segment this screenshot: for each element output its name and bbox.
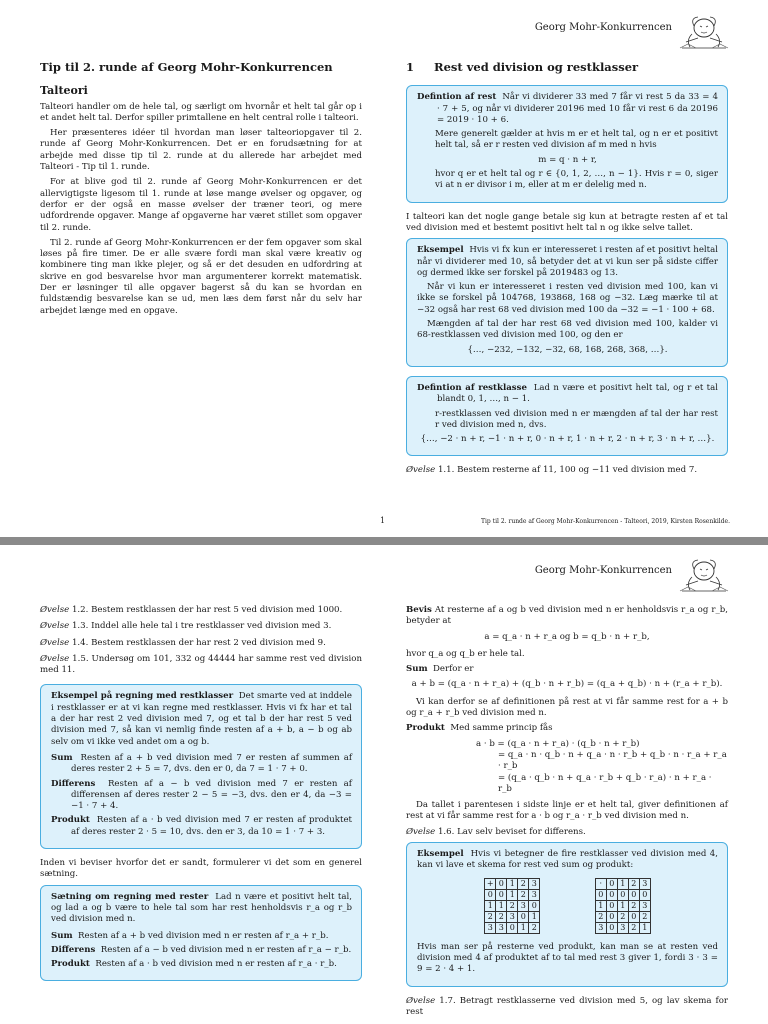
multiplication-table-cell: 3	[639, 900, 650, 911]
addition-table-cell: 3	[518, 900, 529, 911]
document-page-2	[0, 545, 768, 1024]
proof-produkt-formula-1: a · b = (q_a · n + r_a) · (q_b · n + r_b)	[476, 738, 640, 749]
multiplication-table-cell: 1	[639, 922, 650, 933]
proof-sum-label: Sum	[406, 664, 428, 675]
theorem-produkt-label: Produkt	[51, 959, 90, 970]
example-formula: {…, −232, −132, −32, 68, 168, 268, 368, …}.	[467, 344, 668, 355]
section-number: 1	[406, 60, 415, 74]
multiplication-table-cell: 0	[606, 889, 617, 900]
exercise-1-2	[40, 605, 362, 616]
definition-restklasse-title: Defintion af restklasse	[417, 382, 527, 393]
sum-label: Sum	[51, 752, 73, 763]
multiplication-table-row	[595, 878, 650, 889]
page-header-title: Georg Mohr-Konkurrencen	[534, 565, 672, 576]
example-text-1: Hvis vi fx kun er interesseret i resten af et positivt heltal når vi dividerer med 10, så betyder det at vi kun ser på sidste ciffer og dermed ikke ser forskel på 2019483 og 13.	[417, 245, 718, 278]
proof-produkt-label: Produkt	[406, 723, 445, 734]
page1-left-column	[40, 62, 362, 321]
theorem-differens-text: Resten af a − b ved division med n er resten af r_a − r_b.	[100, 944, 352, 955]
addition-table-cell: 1	[496, 900, 507, 911]
multiplication-table-cell: 0	[617, 889, 628, 900]
intro-paragraph-2: Her præsenteres idéer til hvordan man løser talteoriopgaver til 2. runde af Georg Mohr-Konkurrencen. Det er en forudsætning for at arbejde med disse tip til 2. runde at du allerede har arbejdet med Talteori - Tip til 1. runde.	[40, 128, 362, 173]
addition-table-cell: 2	[518, 878, 529, 889]
bevis-label: Bevis	[406, 605, 432, 615]
exercise-text: 1.3. Inddel alle hele tal i tre restklasser ved division med 3.	[71, 621, 332, 632]
multiplication-table-row	[595, 900, 650, 911]
addition-table-cell: 2	[529, 922, 540, 933]
intro-paragraph-1: Talteori handler om de hele tal, og særligt om hvornår et helt tal går op i et andet helt tal. Derfor spiller primtallene en helt central rolle i talteori.	[40, 101, 362, 123]
multiplication-table-row	[595, 911, 650, 922]
definition-text-2: Mere generelt gælder at hvis m er et helt tal, og n er et positivt helt tal, så er r resten ved division af m med n hvis	[435, 129, 718, 151]
example-tables-title: Eksempel	[417, 849, 464, 860]
addition-table-row	[485, 900, 540, 911]
addition-table-cell: 2	[485, 911, 496, 922]
theorem-produkt-text: Resten af a · b ved division med n er resten af r_a · r_b.	[95, 959, 337, 970]
proof-produkt-formula-2: = q_a · n · q_b · n + q_a · n · r_b + q_b · n · r_a + r_a · r_b	[498, 749, 727, 772]
definition-formula: m = q · n + r,	[538, 154, 597, 165]
multiplication-table-cell: 0	[595, 889, 606, 900]
exercise-text: 1.6. Lav selv beviset for differens.	[437, 826, 586, 837]
addition-table-cell: 3	[485, 922, 496, 933]
proof-produkt-formula-3: = (q_a · q_b · n + q_a · r_b + q_b · r_a) · n + r_a · r_b	[498, 772, 712, 794]
addition-table-cell: 2	[518, 889, 529, 900]
multiplication-table-cell: 2	[628, 900, 639, 911]
exercise-label: Øvelse	[40, 605, 70, 615]
definition-restklasse-text-1: Lad n være et positivt helt tal, og r et tal blandt 0, 1, …, n − 1.	[437, 382, 718, 405]
addition-table-row	[485, 889, 540, 900]
theorem-sum-text: Resten af a + b ved division med n er resten af r_a + r_b.	[78, 930, 329, 941]
definition-restklasse-box	[406, 376, 728, 456]
example-regning-box	[40, 684, 362, 849]
addition-table-cell: 3	[496, 922, 507, 933]
section-heading	[406, 62, 728, 73]
addition-rest-table	[484, 878, 540, 934]
multiplication-table-cell: 0	[606, 922, 617, 933]
addition-table-cell: 3	[507, 911, 518, 922]
bevis-formula: a = q_a · n + r_a og b = q_b · n + r_b,	[484, 631, 650, 642]
multiplication-table-row	[595, 922, 650, 933]
exercise-label: Øvelse	[40, 621, 70, 632]
definition-text-3: hvor q er et helt tal og r ∈ {0, 1, 2, …, n − 1}. Hvis r = 0, siger vi at n er divisor i m, eller at m er delelig med n.	[435, 169, 718, 191]
exercise-label: Øvelse	[406, 826, 436, 837]
example-regning-intro: Det smarte ved at inddele i restklasser er at vi kan regne med restklasser. Hvis vi fx har et tal a der har rest 2 ved division med 7, og et tal b der har rest 5 ved division med 7, så kan vi nemlig finde resten af a + b, a − b og ab selv om vi ikke ved andet om a og b.	[51, 691, 353, 747]
produkt-text: Resten af a · b ved division med 7 er resten af produktet af deres rester 2 · 5 = 10, dvs. den er 3, da 10 = 1 · 7 + 3.	[71, 815, 352, 837]
example-tables-after: Hvis man ser på resterne ved produkt, kan man se at resten ved division med 4 af produktet af to tal med rest 3 giver 1, fordi 3 · 3 = 9 = 2 · 4 + 1.	[417, 941, 718, 975]
example-regning-title: Eksempel på regning med restklasser	[51, 691, 234, 702]
exercise-1-7	[406, 996, 728, 1019]
example-box-1	[406, 238, 728, 367]
thinker-logo-icon	[678, 14, 730, 50]
theorem-differens-label: Differens	[51, 944, 96, 955]
addition-table-cell: 0	[507, 922, 518, 933]
multiplication-table-cell: 3	[639, 878, 650, 889]
intro-paragraph-3: For at blive god til 2. runde af Georg Mohr-Konkurrencen er det allervigtigste ligesom til 1. runde at løse mange øvelser og opgaver, og derfor er der også en masse øvelser der træner teori, og mere udfordrende opgaver. Mange af opgaverne har været stillet som opgaver til 2. runde.	[40, 177, 362, 233]
exercise-text: 1.7. Betragt restklasserne ved division med 5, og lav skema for rest	[406, 995, 729, 1017]
multiplication-table-cell: 0	[639, 889, 650, 900]
multiplication-table-cell: 0	[606, 900, 617, 911]
multiplication-table-cell: 0	[606, 878, 617, 889]
exercise-text: 1.1. Bestem resterne af 11, 100 og −11 ved division med 7.	[437, 465, 698, 476]
proof-sum-text: Derfor er	[433, 664, 474, 675]
multiplication-table-cell: 2	[628, 922, 639, 933]
addition-table-cell: 0	[485, 889, 496, 900]
addition-table-row	[485, 911, 540, 922]
page-header-title: Georg Mohr-Konkurrencen	[534, 22, 672, 33]
multiplication-table-cell: 2	[628, 878, 639, 889]
definition-text-1: Når vi dividerer 33 med 7 får vi rest 5 da 33 = 4 · 7 + 5, og når vi dividerer 20196 med 10 får vi rest 6 da 20196 = 2019 · 10 + 6.	[437, 92, 718, 125]
proof-produkt-formulas	[476, 739, 728, 795]
main-heading: Tip til 2. runde af Georg Mohr-Konkurrencen	[40, 60, 333, 74]
page-number: 1	[380, 516, 386, 525]
definition-restklasse-text-2: r-restklassen ved division med n er mængden af tal der har rest r ved division med n, dvs.	[435, 408, 718, 430]
multiplication-table-cell: 1	[617, 878, 628, 889]
rest-tables	[457, 878, 678, 934]
definition-restklasse-formula: {…, −2 · n + r, −1 · n + r, 0 · n + r, 1 · n + r, 2 · n + r, 3 · n + r, …}.	[420, 434, 715, 445]
addition-table-cell: 1	[507, 889, 518, 900]
paragraph-rest-intro: I talteori kan det nogle gange betale sig kun at betragte resten af et tal ved division med et bestemt positivt helt tal n og ikke selve tallet.	[406, 211, 728, 233]
sum-text: Resten af a + b ved division med 7 er resten af summen af deres rester 2 + 5 = 7, dvs. den er 0, da 7 = 1 · 7 + 0.	[71, 752, 352, 775]
multiplication-table-cell: 2	[595, 911, 606, 922]
addition-table-cell: 1	[529, 911, 540, 922]
page2-right-column	[406, 605, 728, 1022]
addition-table-row	[485, 878, 540, 889]
exercise-1-6	[406, 827, 728, 838]
addition-table-cell: 3	[529, 878, 540, 889]
proof-sum-after: Vi kan derfor se af definitionen på rest at vi får samme rest for a + b og r_a + r_b ved division med n.	[406, 696, 728, 719]
proof-produkt-after: Da tallet i parentesen i sidste linje er et helt tal, giver definitionen af rest at vi får samme rest for a · b og r_a · r_b ved division med n.	[406, 800, 728, 822]
multiplication-table-cell: 3	[617, 922, 628, 933]
exercise-label: Øvelse	[406, 995, 436, 1006]
multiplication-table-cell: ·	[595, 878, 606, 889]
intro-paragraph-4: Til 2. runde af Georg Mohr-Konkurrencen er der fem opgaver som skal løses på fire timer. De er alle svære fordi man skal være kreativ og kombinere ting man ikke plejer, og så er det desuden en udfordring at skrive en god besvarelse hvor man argumenterer korrekt matematisk. Der er løsninger til alle opgaver bagerst så du kan se hvordan en fuldstændig besvarelse kan se ud, men læs dem først når du selv har arbejdet længe med en opgave.	[40, 237, 362, 316]
addition-table-cell: 2	[507, 900, 518, 911]
exercise-text: 1.2. Bestem restklassen der har rest 5 ved division med 1000.	[71, 605, 343, 615]
addition-table-cell: 1	[518, 922, 529, 933]
proof-produkt-text: Med samme princip fås	[450, 723, 553, 734]
differens-text: Resten af a − b ved division med 7 er resten af differensen af deres rester 2 − 5 = −3, dvs. den er 4, da −3 = −1 · 7 + 4.	[71, 778, 352, 812]
theorem-box	[40, 885, 362, 982]
example-tables-text: Hvis vi betegner de fire restklasser ved division med 4, kan vi lave et skema for rest ved sum og produkt:	[417, 849, 718, 871]
multiplication-table-cell: 1	[595, 900, 606, 911]
exercise-1-4	[40, 638, 362, 649]
example-text-3: Mængden af tal der har rest 68 ved division med 100, kalder vi 68-restklassen ved division med 100, og den er	[417, 319, 718, 341]
exercise-text: 1.5. Undersøg om 101, 332 og 44444 har samme rest ved division med 11.	[40, 653, 362, 676]
exercise-1-1	[406, 465, 728, 476]
differens-label: Differens	[51, 778, 96, 789]
exercise-label: Øvelse	[406, 465, 436, 476]
thinker-logo-icon	[678, 557, 730, 593]
example-title: Eksempel	[417, 245, 464, 256]
multiplication-table-row	[595, 889, 650, 900]
addition-table-cell: 3	[529, 889, 540, 900]
addition-table-cell: 1	[507, 878, 518, 889]
exercise-text: 1.4. Bestem restklassen der har rest 2 ved division med 9.	[71, 637, 326, 648]
multiplication-table-cell: 0	[628, 889, 639, 900]
theorem-title: Sætning om regning med rester	[51, 891, 209, 902]
multiplication-table-cell: 0	[606, 911, 617, 922]
addition-table-cell: 0	[529, 900, 540, 911]
example-tables-box	[406, 842, 728, 986]
exercise-label: Øvelse	[40, 637, 70, 648]
section-title: Rest ved division og restklasser	[434, 60, 639, 74]
multiplication-table-cell: 2	[617, 911, 628, 922]
multiplication-table-cell: 0	[628, 911, 639, 922]
page2-left-column	[40, 605, 362, 990]
paragraph-general-theorem: Inden vi beviser hvorfor det er sandt, formulerer vi det som en generel sætning.	[40, 858, 362, 880]
addition-table-cell: 1	[485, 900, 496, 911]
definition-rest-box	[406, 85, 728, 202]
bevis-after: hvor q_a og q_b er hele tal.	[406, 648, 525, 659]
multiplication-table-cell: 1	[617, 900, 628, 911]
example-text-2: Når vi kun er interesseret i resten ved division med 100, kan vi ikke se forskel på 104768, 193868, 168 og −32. Læg mærke til at −32 også har rest 68 ved division med 100 da −32 = −1 · 100 + 68.	[417, 282, 718, 315]
exercise-1-3	[40, 621, 362, 632]
exercise-1-5	[40, 654, 362, 677]
subheading-talteori: Talteori	[40, 84, 88, 98]
multiplication-rest-table	[595, 878, 651, 934]
addition-table-cell: +	[485, 878, 496, 889]
addition-table-cell: 2	[496, 911, 507, 922]
addition-table-cell: 0	[518, 911, 529, 922]
page1-right-column	[406, 62, 728, 481]
addition-table-cell: 0	[496, 878, 507, 889]
page-footer: Tip til 2. runde af Georg Mohr-Konkurrencen - Talteori, 2019, Kirsten Rosenkilde.	[481, 518, 730, 525]
multiplication-table-cell: 3	[595, 922, 606, 933]
addition-table-row	[485, 922, 540, 933]
proof-sum-formula: a + b = (q_a · n + r_a) + (q_b · n + r_b) = (q_a + q_b) · n + (r_a + r_b).	[411, 679, 723, 690]
definition-title: Defintion af rest	[417, 92, 497, 103]
produkt-label: Produkt	[51, 815, 90, 826]
addition-table-cell: 0	[496, 889, 507, 900]
exercise-label: Øvelse	[40, 653, 70, 664]
theorem-sum-label: Sum	[51, 930, 73, 941]
multiplication-table-cell: 2	[639, 911, 650, 922]
bevis-text: At resterne af a og b ved division med n er henholdsvis r_a og r_b, betyder at	[406, 605, 728, 627]
theorem-intro: Lad n være et positivt helt tal, og lad a og b være to hele tal som har rest henholdsvis r_a og r_b ved division med n.	[51, 891, 352, 925]
